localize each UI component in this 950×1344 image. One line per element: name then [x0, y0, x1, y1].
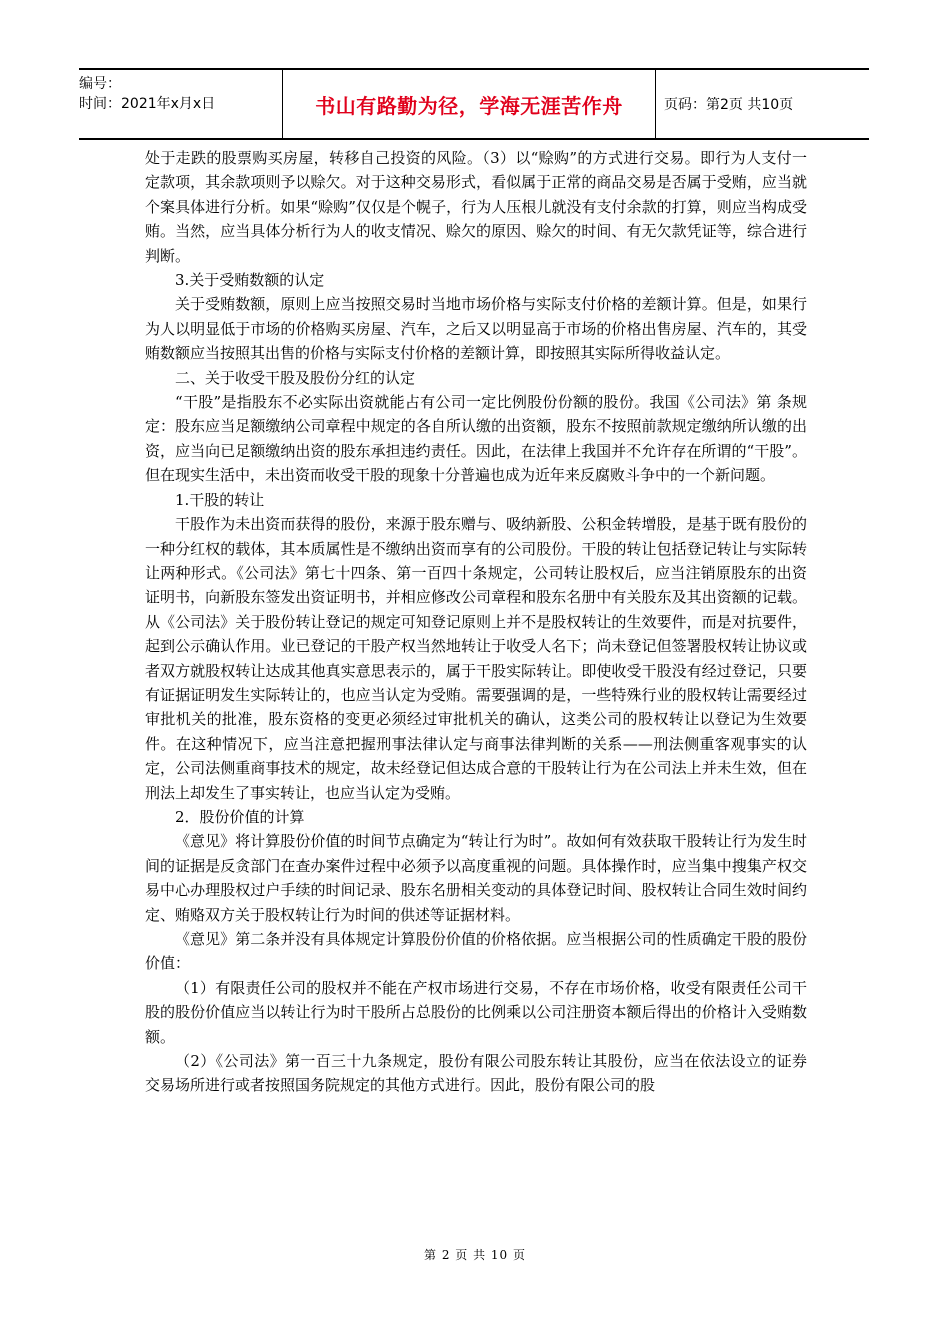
- paragraph: （2）《公司法》第一百三十九条规定，股份有限公司股东转让其股份，应当在依法设立的证券交易场所进行或者按照国务院规定的其他方式进行。因此，股份有限公司的股: [145, 1052, 807, 1095]
- document-body: [145, 146, 807, 1098]
- page-header: [79, 68, 869, 140]
- paragraph: （1）有限责任公司的股权并不能在产权市场进行交易，不存在市场价格，收受有限责任公司干股的股份价值应当以转让行为时干股所占总股份的比例乘以公司注册资本额后得出的价格计入受贿数额。: [145, 978, 807, 1046]
- paragraph: 《意见》将计算股份价值的时间节点确定为“转让行为时”。故如何有效获取干股转让行为发生时间的证据是反贪部门在查办案件过程中必须予以高度重视的问题。具体操作时，应当集中搜集产权交易中心办理股权过户手续的时间记录、股东名册相关变动的具体登记时间、股权转让合同生效时间约定、贿赂双方关于股权转让行为时间的供述等证据材料。: [145, 832, 807, 924]
- page-footer: 第 2 页 共 10 页: [424, 1248, 526, 1262]
- paragraph: “干股”是指股东不必实际出资就能占有公司一定比例股份份额的股份。我国《公司法》第 条规定：股东应当足额缴纳公司章程中规定的各自所认缴的出资额，股东不按照前款规定缴纳所认缴的出资，应当向已足额缴纳出资的股东承担违约责任。因此，在法律上我国并不允许存在所谓的“干股”。但在现实生活中，未出资而收受干股的现象十分普遍也成为近年来反腐败斗争中的一个新问题。: [145, 393, 807, 485]
- document-time-label: 时间：2021年x月x日: [79, 96, 216, 112]
- paragraph: 关于受贿数额，原则上应当按照交易时当地市场价格与实际支付价格的差额计算。但是，如果行为人以明显低于市场的价格购买房屋、汽车，之后又以明显高于市场的价格出售房屋、汽车的，其受贿数额应当按照其出售的价格与实际支付价格的差额计算，即按照其实际所得收益认定。: [145, 295, 807, 363]
- header-motto: 书山有路勤为径，学海无涯苦作舟: [283, 70, 656, 138]
- paragraph: 《意见》第二条并没有具体规定计算股份价值的价格依据。应当根据公司的性质确定干股的股份价值：: [145, 930, 807, 973]
- section-heading: 1.干股的转让: [175, 490, 265, 509]
- document-id-label: 编号：: [79, 76, 121, 92]
- section-heading: 二、关于收受干股及股份分红的认定: [175, 368, 416, 387]
- paragraph: 处于走跌的股票购买房屋，转移自己投资的风险。（3）以“赊购”的方式进行交易。即行为人支付一定款项，其余款项则予以赊欠。对于这种交易形式，看似属于正常的商品交易是否属于受贿，应当就个案具体进行分析。如果“赊购”仅仅是个幌子，行为人压根儿就没有支付余款的打算，则应当构成受贿。当然，应当具体分析行为人的收支情况、赊欠的原因、赊欠的时间、有无欠款凭证等，综合进行判断。: [145, 149, 807, 265]
- section-heading: 2．股份价值的计算: [175, 807, 305, 826]
- section-heading: 3.关于受贿数额的认定: [175, 271, 325, 290]
- header-page-info: 页码：第2页 共10页: [664, 97, 794, 113]
- paragraph: 干股作为未出资而获得的股份，来源于股东赠与、吸纳新股、公积金转增股，是基于既有股份的一种分红权的载体，其本质属性是不缴纳出资而享有的公司股份。干股的转让包括登记转让与实际转让两种形式。《公司法》第七十四条、第一百四十条规定，公司转让股权后，应当注销原股东的出资证明书，向新股东签发出资证明书，并相应修改公司章程和股东名册中有关股东及其出资额的记载。从《公司法》关于股份转让登记的规定可知登记原则上并不是股权转让的生效要件，而是对抗要件，起到公示确认作用。业已登记的干股产权当然地转让于收受人名下；尚未登记但签署股权转让协议或者双方就股权转让达成其他真实意思表示的，属于干股实际转让。即使收受干股没有经过登记，只要有证据证明发生实际转让的，也应当认定为受贿。需要强调的是，一些特殊行业的股权转让需要经过审批机关的批准，股东资格的变更必须经过审批机关的确认，这类公司的股权转让以登记为生效要件。在这种情况下，应当注意把握刑事法律认定与商事法律判断的关系——刑法侧重客观事实的认定，公司法侧重商事技术的规定，故未经登记但达成合意的干股转让行为在公司法上并未生效，但在刑法上却发生了事实转让，也应当认定为受贿。: [145, 515, 807, 802]
- header-meta: [79, 70, 283, 138]
